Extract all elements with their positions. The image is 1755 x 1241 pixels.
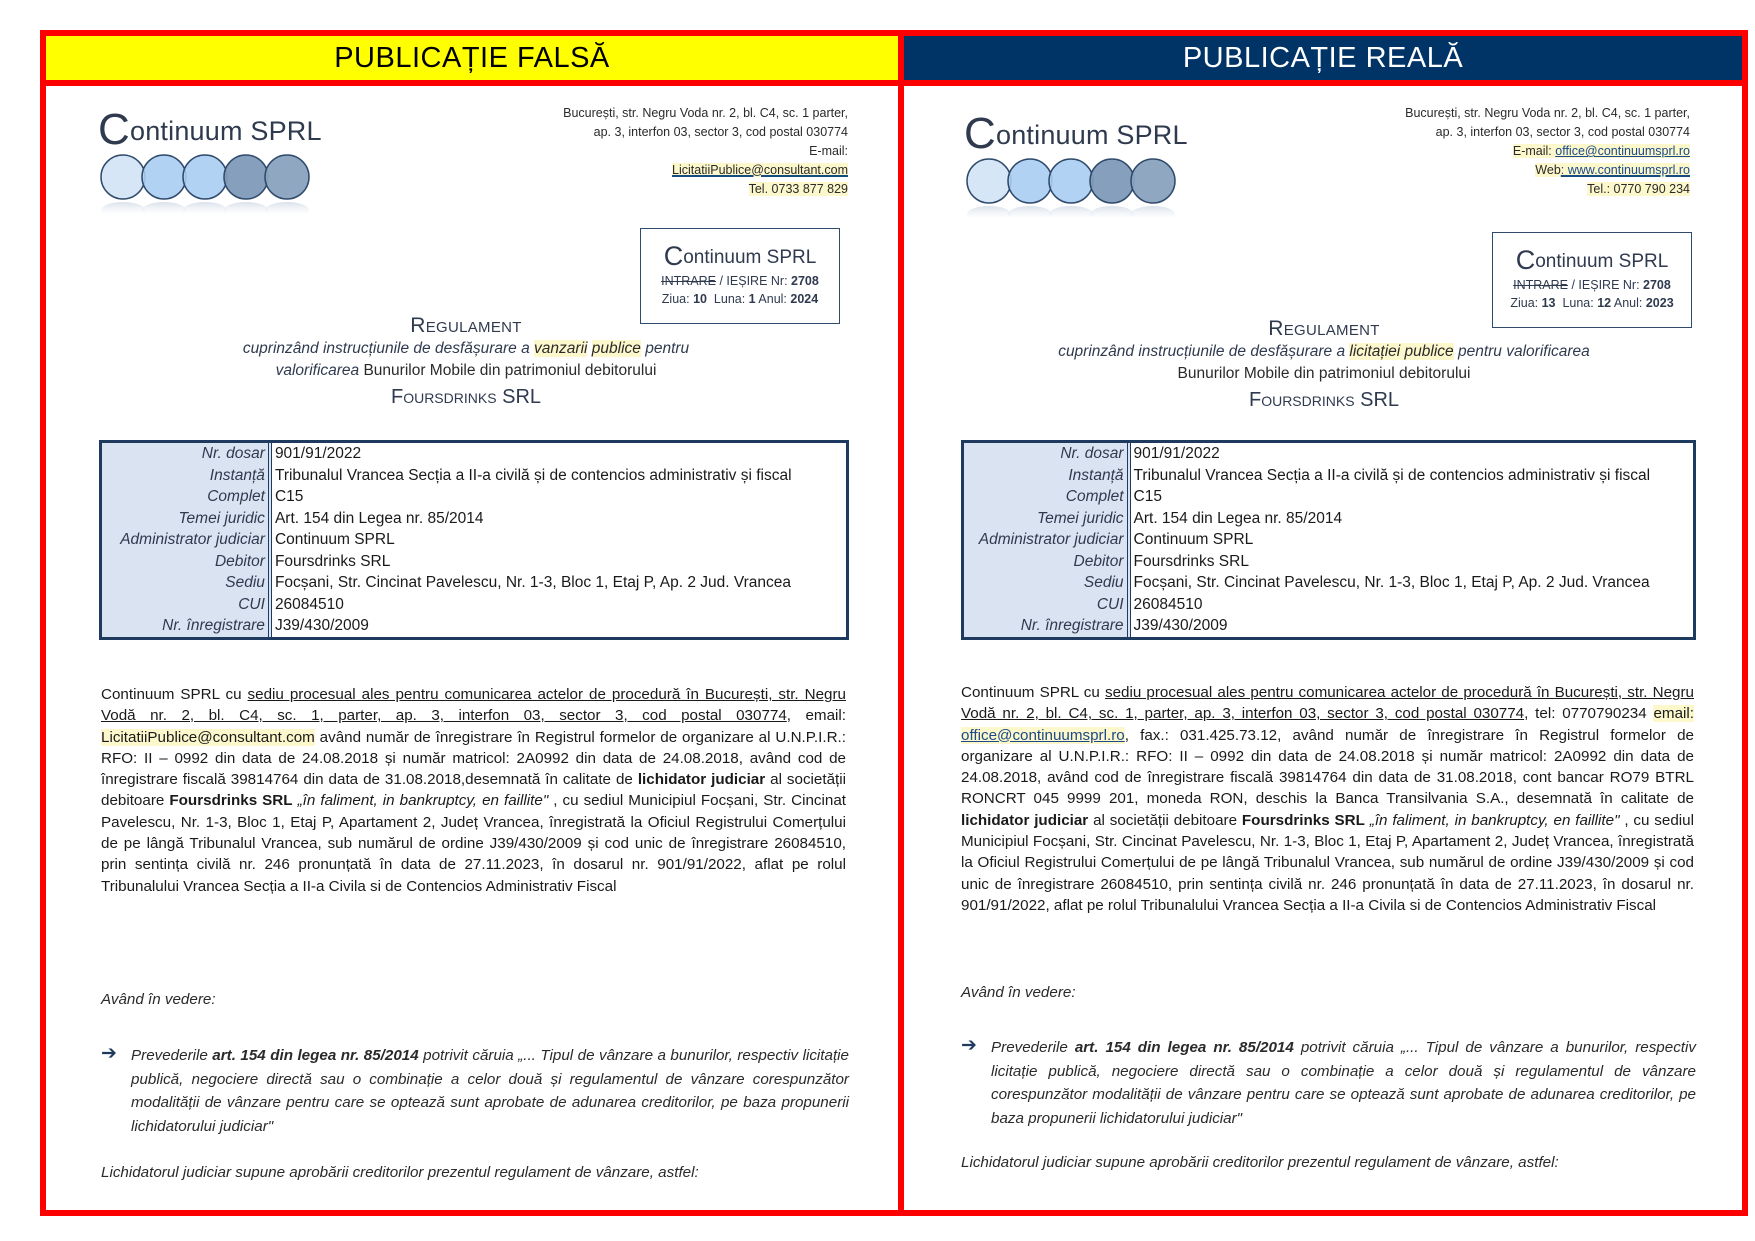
table-row: [102, 443, 846, 465]
company-logo: [98, 105, 328, 218]
legal-provision-bullet: ➔ Prevederile art. 154 din legea nr. 85/2014 potrivit căruia „... Tipul de vânzare a bunurilor, respectiv licitație publică, negociere directă sau o combinație a celor două și regulamentul de vânzare corespunzător modalității de vânzare pentru care se optează sunt aprobate de adunarea creditorilor, pe baza propunerii lichidatorului judiciar": [101, 1043, 849, 1135]
five-circles-logo-icon: [98, 152, 318, 214]
table-row: [102, 615, 846, 637]
logo-initial: C: [98, 105, 130, 154]
table-value: Foursdrinks SRL: [274, 552, 391, 570]
table-key: Complet: [964, 486, 1131, 508]
intro-paragraph: Continuum SPRL cu sediu procesual ales pentru comunicarea actelor de procedură în București, str. Negru Vodă nr. 2, bl. C4, sc. 1, parter, ap. 3, interfon 03, sector 3, cod postal 030774, tel: 0770790234 email: office@continuumsprl.ro, fax.: 031.425.73.12, având număr de înregistrare în Registrul formelor de organizare al U.N.P.I.R.: RFO: II – 0992 din data de 24.08.2018 și număr matricol: 2A0992 din data de 24.08.2018, având cod de înregistrare fiscală 39814764 din data de 31.08.2018, cont bancar RO79 BTRL RONCRT 045 9999 201, moneda RON, deschis la Banca Transilvania S.A., desemnată în calitate de lichidator judiciar al societății debitoare Foursdrinks SRL „în faliment, in bankruptcy, en faillite" , cu sediul Municipiul Focșani, Str. Cincinat Pavelescu, Nr. 1-3, Bloc 1, Etaj P, Apartament 2, Județ Vrancea, înregistrată la Oficiul Registrului Comerțului de pe lângă Tribunalul Vrancea, sub numărul de ordine J39/430/2009 și cod unic de înregistrare 26084510, prin sentința civilă nr. 246 pronunțată în data de 27.11.2023, în dosarul nr. 901/91/2022, aflat pe rolul Tribunalului Vrancea Secția a II-a Civila si de Contencios Administrativ Fiscal: [961, 684, 1694, 914]
table-value: Foursdrinks SRL: [1133, 552, 1249, 570]
stamp-day-label: Ziua:: [661, 292, 694, 306]
table-key: Instanță: [964, 465, 1131, 487]
document-title: [146, 314, 786, 409]
closing-statement: Lichidatorul judiciar supune aprobării creditorilor prezentul regulament de vânzare, astfel:: [101, 1164, 699, 1181]
stamp-intrare: INTRARE: [1513, 278, 1569, 292]
comparison-frame: [40, 30, 1748, 1216]
intro-paragraph: Continuum SPRL cu sediu procesual ales pentru comunicarea actelor de procedură în București, str. Negru Vodă nr. 2, bl. C4, sc. 1, parter, ap. 3, interfon 03, sector 3, cod postal 030774, email: LicitatiiPublice@consultant.com având număr de înregistrare în Registrul formelor de organizare al U.N.P.I.R.: RFO: II – 0992 din data de 24.08.2018 și număr matricol: 2A0992 din data de 24.08.2018, având cod de înregistrare fiscală 39814764 din data de 31.08.2018,desemnată în calitate de lichidator judiciar al societății debitoare Foursdrinks SRL „în faliment, in bankruptcy, en faillite" , cu sediul Municipiul Focșani, Str. Cincinat Pavelescu, Nr. 1-3, Bloc 1, Etaj P, Apartament 2, Județ Vrancea, înregistrată la Oficiul Registrului Comerțului de pe lângă Tribunalul Vrancea, sub numărul de ordine J39/430/2009 și cod unic de înregistrare 26084510, prin sentința civilă nr. 246 pronunțată în data de 27.11.2023, în dosarul nr. 901/91/2022, aflat pe rolul Tribunalului Vrancea Secția a II-a Civila si de Contencios Administrativ Fiscal: [101, 686, 847, 895]
email-link[interactable]: LicitatiiPublice@consultant.com: [672, 163, 848, 177]
table-value: C15: [274, 488, 304, 505]
table-value: Art. 154 din Legea nr. 85/2014: [1133, 509, 1343, 527]
logo-initial: C: [964, 109, 996, 158]
table-row: [964, 594, 1693, 616]
website-link[interactable]: : www.continuumsprl.ro: [1560, 163, 1690, 177]
table-value: Focșani, Str. Cincinat Pavelescu, Nr. 1-3, Bloc 1, Etaj P, Ap. 2 Jud. Vrancea: [274, 574, 792, 591]
table-key: Sediu: [102, 572, 272, 594]
stamp-year-label: Anul:: [1611, 296, 1646, 310]
email-label: E-mail:: [1512, 144, 1556, 158]
company-logo: [964, 109, 1194, 222]
closing-statement: Lichidatorul judiciar supune aprobării creditorilor prezentul regulament de vânzare, astfel:: [961, 1154, 1559, 1171]
fake-publication-header: PUBLICAȚIE FALSĂ: [46, 36, 898, 86]
stamp-iesire-label: / IEȘIRE Nr:: [1568, 278, 1644, 292]
table-value: Focșani, Str. Cincinat Pavelescu, Nr. 1-3, Bloc 1, Etaj P, Ap. 2 Jud. Vrancea: [1133, 574, 1650, 591]
table-row: [102, 529, 846, 551]
registration-stamp: [1492, 232, 1692, 328]
table-key: Administrator judiciar: [102, 529, 272, 551]
contact-block: [1405, 104, 1690, 199]
registration-stamp: [640, 228, 840, 324]
email-label: E-mail:: [809, 144, 848, 158]
table-value: Continuum SPRL: [1133, 531, 1254, 548]
table-value: Tribunalul Vrancea Secția a II-a civilă și de contencios administrativ și fiscal: [274, 466, 792, 484]
stamp-month-label: Luna:: [706, 292, 749, 306]
logo-name: ontinuum SPRL: [995, 120, 1188, 150]
paragraph-email[interactable]: LicitatiiPublice@consultant.com: [101, 728, 315, 746]
stamp-year: 2024: [790, 292, 819, 306]
table-key: Instanță: [102, 465, 272, 487]
stamp-number: 2708: [791, 274, 819, 288]
table-row: [964, 508, 1693, 530]
table-key: Debitor: [964, 551, 1131, 573]
table-key: CUI: [964, 594, 1131, 616]
title-regulament: Regulament: [1268, 317, 1380, 340]
address-line-1: București, str. Negru Voda nr. 2, bl. C4, sc. 1 parter,: [1405, 106, 1690, 120]
table-value: 901/91/2022: [1133, 445, 1220, 462]
case-info-table: [961, 440, 1696, 640]
stamp-initial: C: [1515, 245, 1536, 275]
arrow-right-icon: ➔: [101, 1043, 117, 1064]
table-row: [964, 443, 1693, 465]
paragraph-email-link[interactable]: office@continuumsprl.ro: [961, 726, 1125, 744]
table-value: J39/430/2009: [1133, 617, 1228, 634]
table-value: J39/430/2009: [274, 617, 369, 634]
stamp-intrare: INTRARE: [661, 274, 717, 288]
stamp-month: 1: [748, 292, 756, 306]
table-row: [102, 465, 846, 487]
table-row: [102, 486, 846, 508]
stamp-company: ontinuum SPRL: [683, 247, 817, 268]
table-key: Nr. înregistrare: [102, 615, 272, 637]
case-info-table: [99, 440, 849, 640]
stamp-number: 2708: [1643, 278, 1671, 292]
stamp-year-label: Anul:: [755, 292, 791, 306]
address-line-2: ap. 3, interfon 03, sector 3, cod postal 030774: [593, 125, 848, 139]
legal-provision-bullet: ➔ Prevederile art. 154 din legea nr. 85/2014 potrivit căruia „... Tipul de vânzare a bunurilor, respectiv licitație publică, negociere directă sau o combinație a celor două și regulamentul de vânzare corespunzător modalității de vânzare pentru care se optează sunt aprobate de adunarea creditorilor, pe baza propunerii lichidatorului judiciar": [961, 1035, 1696, 1127]
table-key: Nr. dosar: [964, 443, 1131, 465]
five-circles-logo-icon: [964, 156, 1184, 218]
title-subtitle: cuprinzând instrucțiunile de desfășurare a vanzarii publice pentru valorificarea Bunurilor Mobile din patrimoniul debitorului: [242, 340, 690, 379]
web-label: Web: [1535, 163, 1561, 177]
title-subtitle: cuprinzând instrucțiunile de desfășurare a licitației publice pentru valorificarea Bunurilor Mobile din patrimoniul debitorului: [1058, 343, 1590, 382]
real-publication-panel: [904, 86, 1742, 1210]
table-key: Temei juridic: [102, 508, 272, 530]
table-row: [102, 508, 846, 530]
table-row: [964, 572, 1693, 594]
table-row: [102, 594, 846, 616]
table-row: [964, 486, 1693, 508]
table-value: Continuum SPRL: [274, 531, 395, 548]
real-publication-header: PUBLICAȚIE REALĂ: [904, 36, 1742, 86]
avand-in-vedere-label: Având în vedere:: [101, 991, 216, 1008]
table-key: Sediu: [964, 572, 1131, 594]
address-line-2: ap. 3, interfon 03, sector 3, cod postal 030774: [1435, 125, 1690, 139]
stamp-day: 13: [1541, 296, 1556, 310]
stamp-day: 10: [693, 292, 707, 306]
table-key: CUI: [102, 594, 272, 616]
title-debtor-firm: Foursdrinks SRL: [390, 386, 542, 408]
phone-number: Tel.: 0770 790 234: [1587, 182, 1690, 196]
stamp-initial: C: [663, 241, 684, 271]
table-key: Temei juridic: [964, 508, 1131, 530]
table-value: 26084510: [1133, 595, 1203, 613]
contact-block: [563, 104, 848, 199]
table-row: [964, 615, 1693, 637]
stamp-year: 2023: [1645, 296, 1674, 310]
table-value: 26084510: [274, 595, 344, 613]
logo-name: ontinuum SPRL: [129, 116, 322, 146]
table-row: [964, 465, 1693, 487]
table-key: Nr. înregistrare: [964, 615, 1131, 637]
table-value: C15: [1133, 488, 1162, 505]
document-title: [964, 317, 1684, 412]
phone-number: Tel. 0733 877 829: [748, 182, 848, 196]
title-debtor-firm: Foursdrinks SRL: [1248, 389, 1400, 411]
table-key: Administrator judiciar: [964, 529, 1131, 551]
table-key: Nr. dosar: [102, 443, 272, 465]
avand-in-vedere-label: Având în vedere:: [961, 984, 1076, 1001]
table-key: Debitor: [102, 551, 272, 573]
title-regulament: Regulament: [410, 314, 522, 337]
table-value: 901/91/2022: [274, 445, 362, 462]
arrow-right-icon: ➔: [961, 1035, 977, 1056]
stamp-day-label: Ziua:: [1510, 296, 1542, 310]
email-link[interactable]: office@continuumsprl.ro: [1555, 144, 1690, 158]
table-value: Art. 154 din Legea nr. 85/2014: [274, 509, 484, 527]
stamp-month-label: Luna:: [1555, 296, 1598, 310]
stamp-company: ontinuum SPRL: [1535, 251, 1669, 272]
table-row: [964, 551, 1693, 573]
table-value: Tribunalul Vrancea Secția a II-a civilă și de contencios administrativ și fiscal: [1133, 466, 1651, 484]
stamp-month: 12: [1597, 296, 1612, 310]
table-row: [102, 572, 846, 594]
stamp-iesire-label: / IEȘIRE Nr:: [716, 274, 792, 288]
table-row: [964, 529, 1693, 551]
address-line-1: București, str. Negru Voda nr. 2, bl. C4, sc. 1 parter,: [563, 106, 848, 120]
table-row: [102, 551, 846, 573]
table-key: Complet: [102, 486, 272, 508]
fake-publication-panel: [46, 86, 898, 1210]
